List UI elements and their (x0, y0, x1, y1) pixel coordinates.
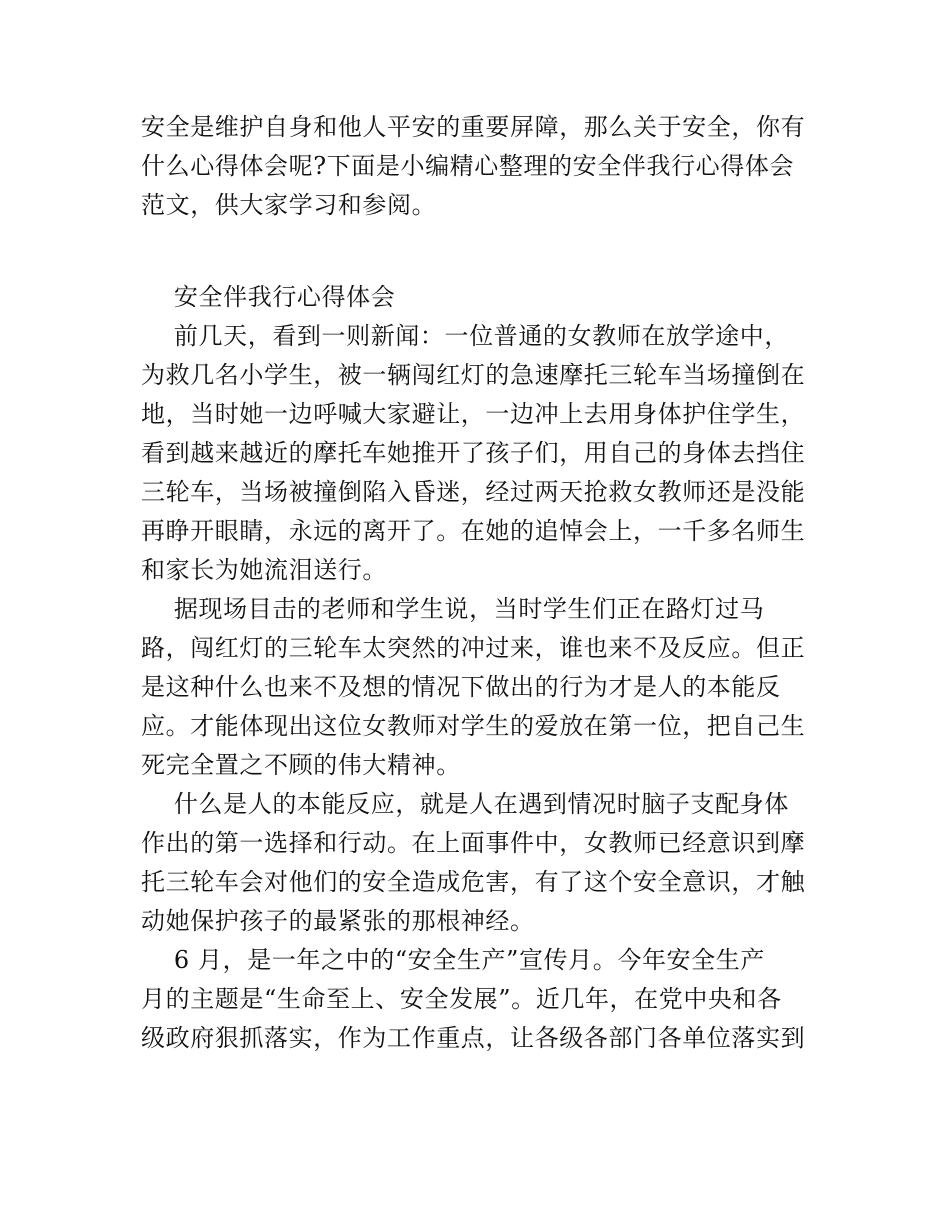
body-line: 为救几名小学生，被一辆闯红灯的急速摩托三轮车当场撞倒在 (141, 361, 806, 389)
paragraph-gap (141, 225, 813, 278)
document-content (141, 108, 813, 1058)
body-line: 是这种什么也来不及想的情况下做出的行为才是人的本能反 (141, 673, 781, 701)
body-line: 路，闯红灯的三轮车太突然的冲过来，谁也来不及反应。但正 (141, 634, 806, 662)
body-line: 地，当时她一边呼喊大家避让，一边冲上去用身体护住学生， (141, 400, 806, 428)
intro-line: 安全是维护自身和他人平安的重要屏障，那么关于安全，你有 (141, 113, 806, 141)
body-line: 前几天，看到一则新闻：一位普通的女教师在放学途中， (141, 322, 789, 350)
intro-line: 什么心得体会呢?下面是小编精心整理的安全伴我行心得体会 (141, 152, 795, 180)
body-line: 动她保护孩子的最紧张的那根神经。 (141, 907, 535, 935)
body-line: 和家长为她流泪送行。 (141, 556, 387, 584)
body-line: 据现场目击的老师和学生说，当时学生们正在路灯过马 (141, 595, 765, 623)
body-line: 6 月，是一年之中的“安全生产”宣传月。今年安全生产 (141, 946, 765, 974)
body-line: 三轮车，当场被撞倒陷入昏迷，经过两天抢救女教师还是没能 (141, 478, 806, 506)
intro-line: 范文，供大家学习和参阅。 (141, 191, 437, 219)
body-line: 托三轮车会对他们的安全造成危害，有了这个安全意识，才触 (141, 868, 806, 896)
body-line: 级政府狠抓落实，作为工作重点，让各级各部门各单位落实到 (141, 1024, 806, 1052)
body-line: 作出的第一选择和行动。在上面事件中，女教师已经意识到摩 (141, 829, 806, 857)
body-line: 什么是人的本能反应，就是人在遇到情况时脑子支配身体 (141, 790, 789, 818)
body-line: 看到越来越近的摩托车她推开了孩子们，用自己的身体去挡住 (141, 439, 806, 467)
body-line: 应。才能体现出这位女教师对学生的爱放在第一位，把自己生 (141, 712, 806, 740)
body-line: 死完全置之不顾的伟大精神。 (141, 751, 461, 779)
body-line: 再睁开眼睛，永远的离开了。在她的追悼会上，一千多名师生 (141, 517, 806, 545)
section-title: 安全伴我行心得体会 (141, 283, 396, 311)
body-line: 月的主题是“生命至上、安全发展”。近几年，在党中央和各 (141, 985, 782, 1013)
